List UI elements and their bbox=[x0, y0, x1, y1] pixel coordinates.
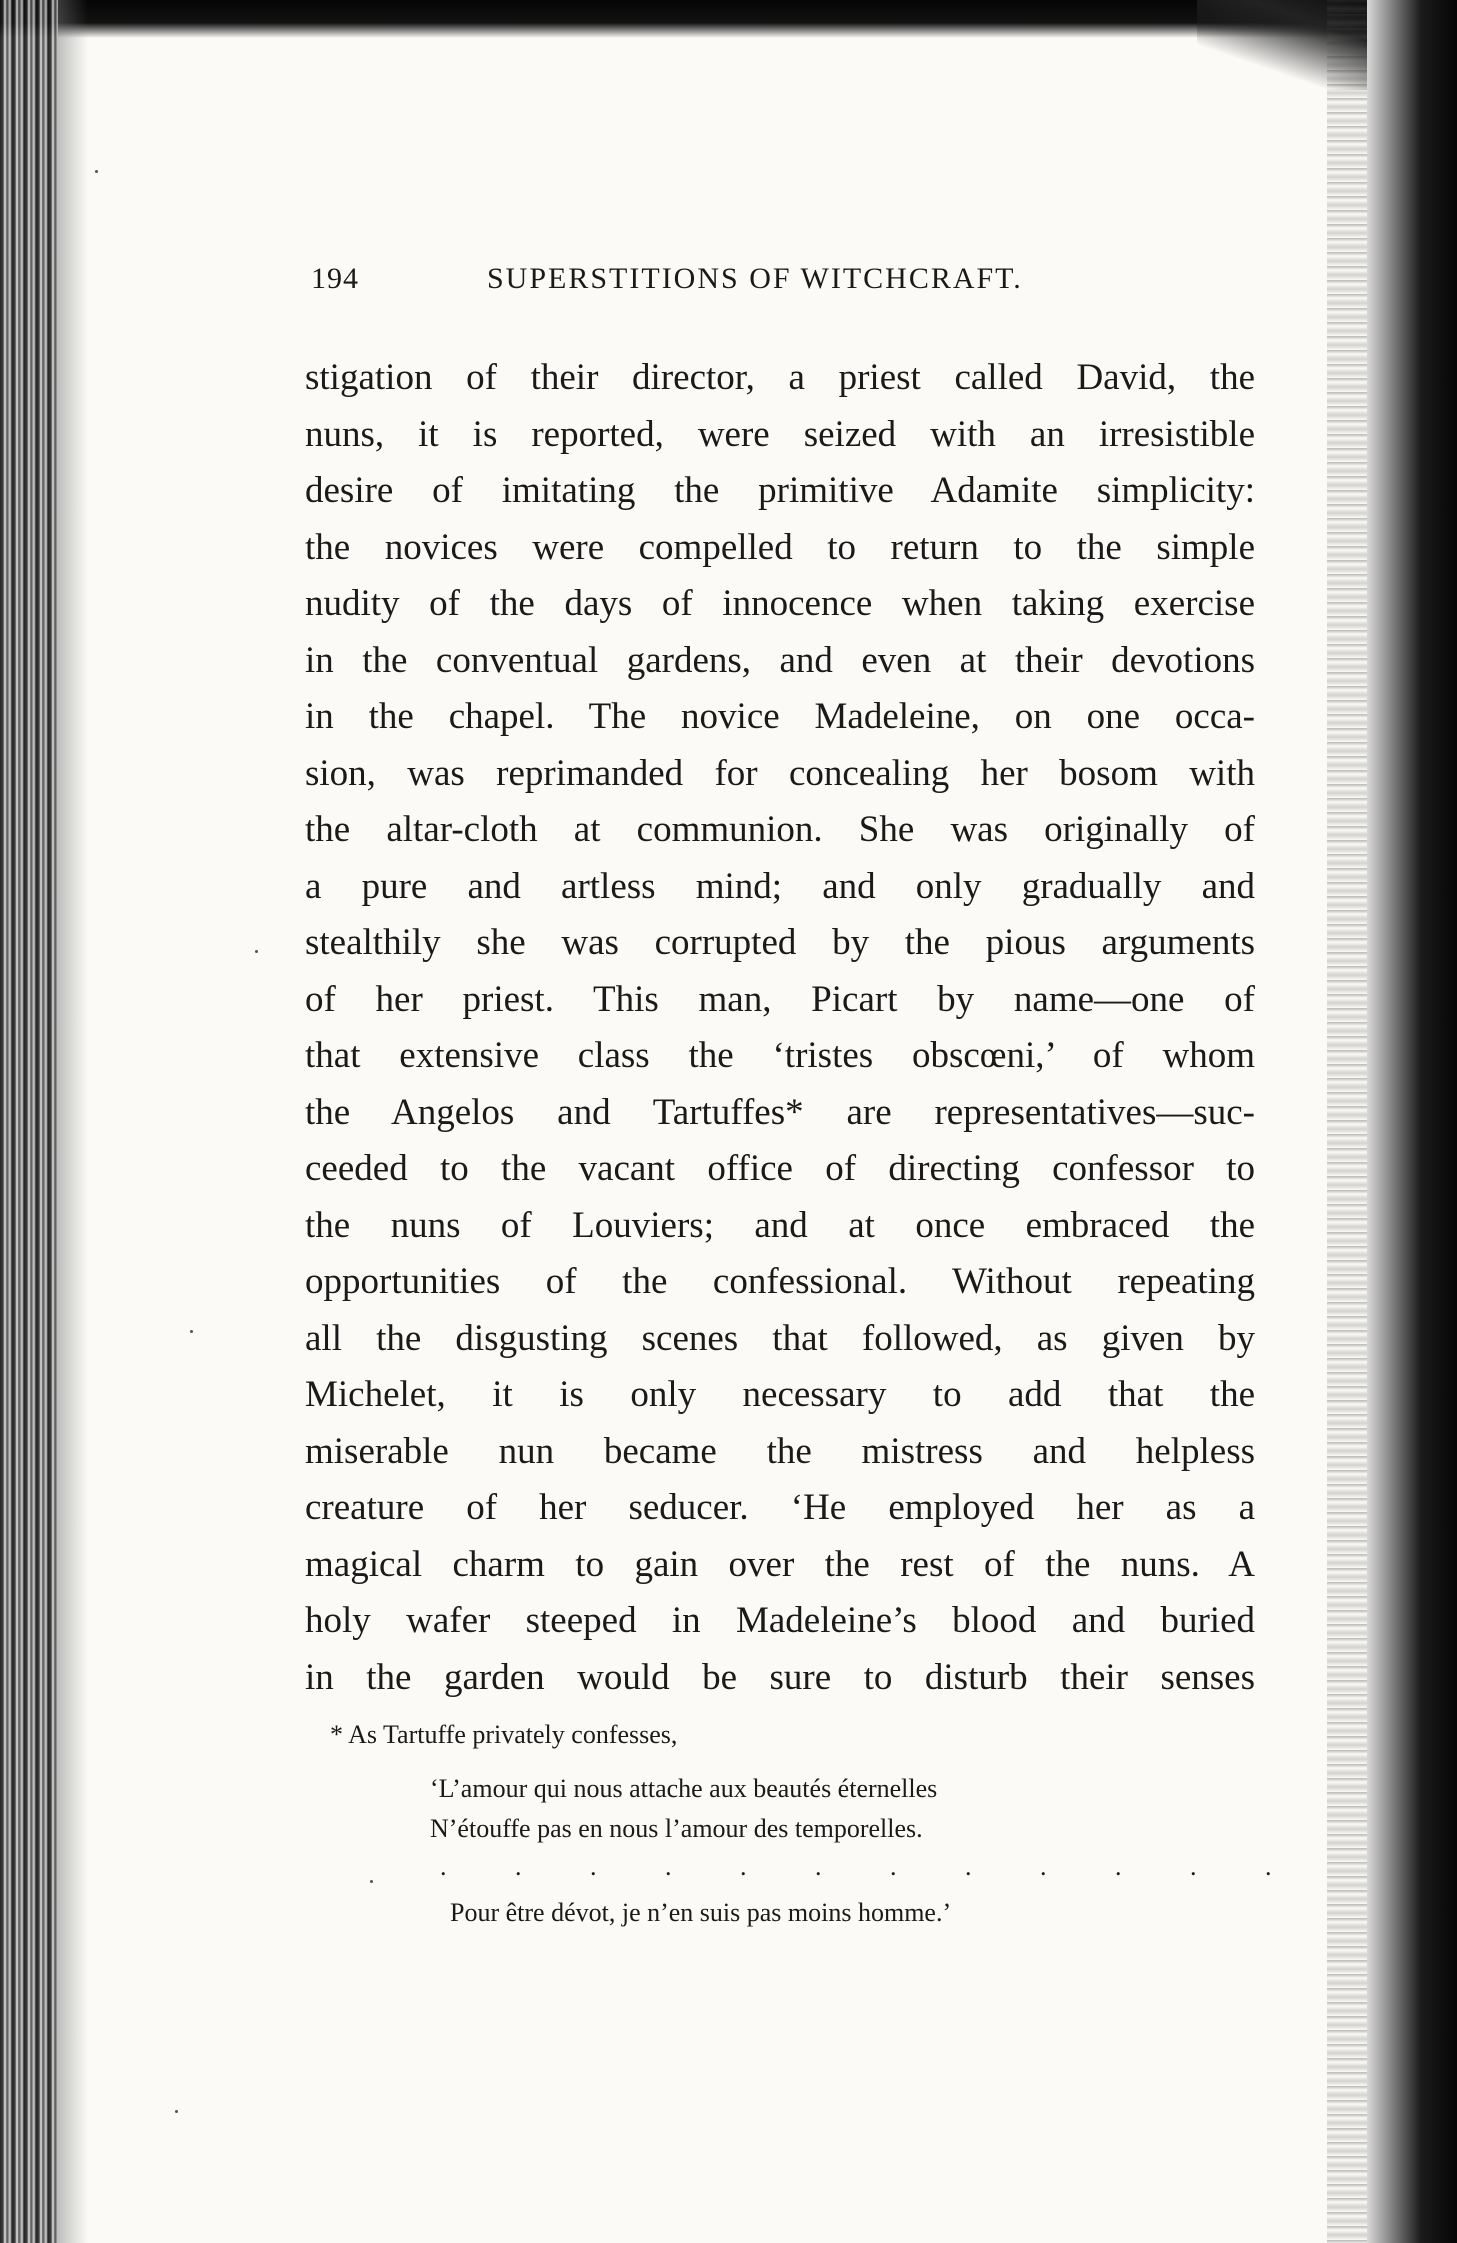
text-line: magical charm to gain over the rest of the nuns. A bbox=[305, 1543, 1255, 1585]
scan-edge-right bbox=[1367, 0, 1457, 2243]
text-line: stealthily she was corrupted by the pious arguments bbox=[305, 922, 1255, 963]
scan-speck bbox=[175, 2110, 178, 2113]
text-line: that extensive class the ‘tristes obscœni,’ of whom bbox=[305, 1035, 1255, 1076]
page-header bbox=[311, 262, 1261, 312]
body-text bbox=[305, 350, 1255, 1706]
scan-speck bbox=[95, 170, 98, 173]
text-line: sion, was reprimanded for concealing her bosom with bbox=[305, 752, 1255, 794]
footnote-verse-line: Pour être dévot, je n’en suis pas moins homme.’ bbox=[450, 1898, 952, 1927]
text-line: stigation of their director, a priest called David, the bbox=[305, 357, 1255, 398]
text-line: the novices were compelled to return to the simple bbox=[305, 526, 1255, 568]
scan-edge-right-noise bbox=[1327, 0, 1367, 2243]
text-line: the altar-cloth at communion. She was originally of bbox=[305, 809, 1255, 850]
text-line: the Angelos and Tartuffes* are representatives—suc- bbox=[305, 1091, 1255, 1133]
text-line: in the garden would be sure to disturb their senses bbox=[305, 1656, 1255, 1698]
footnote-verse-line: ‘L’amour qui nous attache aux beautés éternelles bbox=[430, 1774, 938, 1803]
text-line: creature of her seducer. ‘He employed her as a bbox=[305, 1487, 1255, 1528]
footnote-intro: * As Tartuffe privately confesses, bbox=[330, 1720, 678, 1749]
page-number: 194 bbox=[311, 262, 359, 295]
scan-edge-left-shadow bbox=[58, 0, 88, 2243]
text-line: the nuns of Louviers; and at once embraced the bbox=[305, 1204, 1255, 1246]
text-line: all the disgusting scenes that followed, as given by bbox=[305, 1317, 1255, 1359]
text-line: in the conventual gardens, and even at their devotions bbox=[305, 639, 1255, 681]
text-line: in the chapel. The novice Madeleine, on one occa- bbox=[305, 696, 1255, 737]
text-line: nuns, it is reported, were seized with an irresistible bbox=[305, 413, 1255, 455]
text-line: ceeded to the vacant office of directing confessor to bbox=[305, 1148, 1255, 1189]
footnote-verse-line: N’étouffe pas en nous l’amour des temporelles. bbox=[430, 1814, 923, 1843]
footnote-ellipsis: . . . . . . . . . . . . bbox=[440, 1852, 1303, 1881]
scan-speck bbox=[255, 950, 258, 953]
text-line: of her priest. This man, Picart by name—one of bbox=[305, 978, 1255, 1020]
text-line: Michelet, it is only necessary to add that the bbox=[305, 1374, 1255, 1415]
text-line: opportunities of the confessional. Without repeating bbox=[305, 1261, 1255, 1302]
scan-speck bbox=[370, 1880, 373, 1883]
text-line: miserable nun became the mistress and helpless bbox=[305, 1430, 1255, 1472]
scan-edge-left bbox=[0, 0, 58, 2243]
text-line: holy wafer steeped in Madeleine’s blood and buried bbox=[305, 1600, 1255, 1641]
text-line: nudity of the days of innocence when taking exercise bbox=[305, 583, 1255, 624]
scan-speck bbox=[190, 1330, 193, 1333]
text-line: desire of imitating the primitive Adamite simplicity: bbox=[305, 470, 1255, 511]
running-title: SUPERSTITIONS OF WITCHCRAFT. bbox=[487, 262, 1023, 295]
text-line: a pure and artless mind; and only gradually and bbox=[305, 865, 1255, 907]
